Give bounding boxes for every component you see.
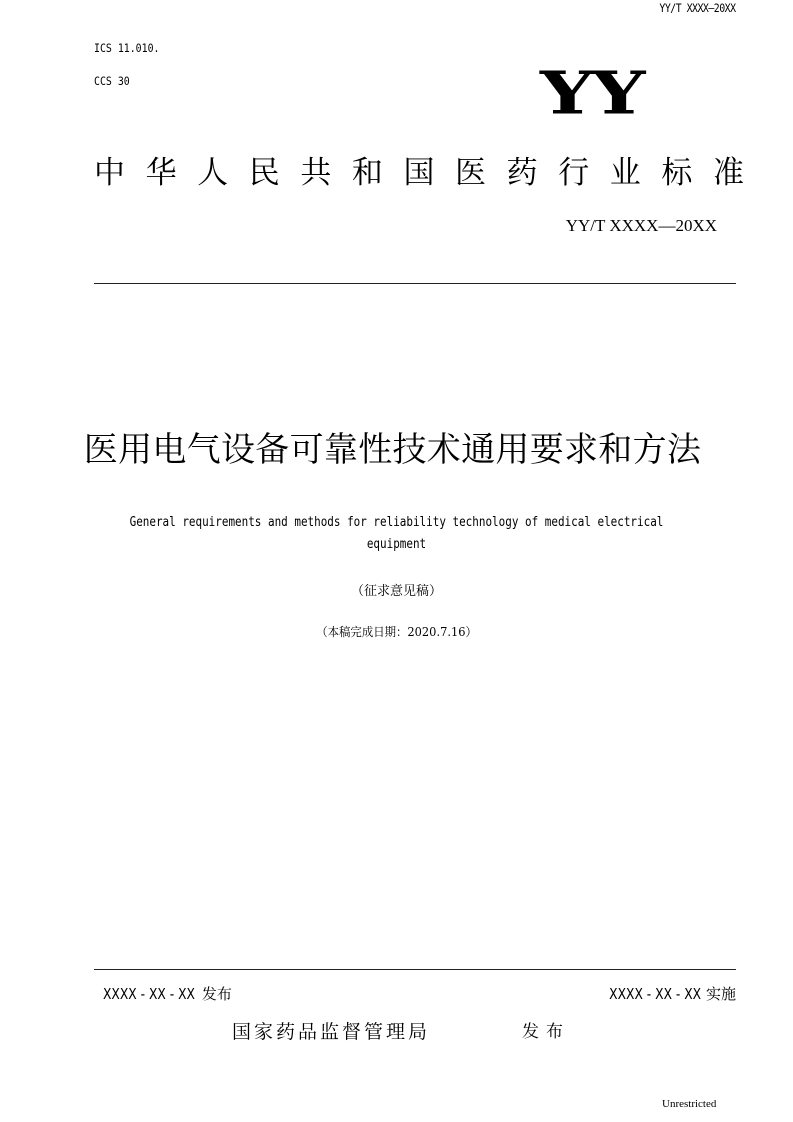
document-title-zh-text: 医用电气设备可靠性技术通用要求和方法 <box>83 430 702 470</box>
ics-code: ICS 11.010. <box>94 41 160 55</box>
ccs-code: CCS 30 <box>94 74 130 88</box>
organization-title-char: 人 <box>197 155 229 191</box>
organization-title-char: 国 <box>403 155 435 191</box>
top-divider <box>94 283 736 284</box>
security-classification: Unrestricted <box>662 1098 717 1110</box>
organization-title <box>94 153 744 193</box>
issue-date <box>103 984 232 1004</box>
implementation-date-value: XXXX - XX - XX <box>609 985 702 1003</box>
publish-verb: 发布 <box>522 1022 570 1042</box>
issue-date-value: XXXX - XX - XX <box>103 985 195 1003</box>
standard-number: YY/T XXXX—20XX <box>565 216 717 235</box>
organization-title-char: 和 <box>351 155 383 191</box>
organization-title-char: 业 <box>609 155 641 191</box>
yy-standard-logo: YY <box>540 59 644 129</box>
organization-title-char: 行 <box>558 155 590 191</box>
document-title-zh <box>0 427 793 473</box>
document-title-en-line2: equipment <box>366 536 427 552</box>
publisher-name: 国家药品监督管理局 <box>232 1021 431 1043</box>
draft-completion-date-text: （本稿完成日期：2020.7.16） <box>316 625 477 639</box>
organization-title-char: 民 <box>248 155 280 191</box>
organization-title-char: 标 <box>661 155 693 191</box>
organization-title-char: 中 <box>94 155 125 191</box>
draft-completion-date <box>0 624 793 641</box>
running-header-standard-code: YY/T XXXX—20XX <box>659 1 736 15</box>
organization-title-char: 医 <box>455 155 487 191</box>
document-title-en-line1: General requirements and methods for reliability technology of medical electrical <box>129 515 664 530</box>
draft-status: （征求意见稿） <box>350 584 442 599</box>
organization-title-char: 准 <box>712 155 744 191</box>
issue-date-label: 发布 <box>201 985 232 1003</box>
implementation-date-label: 实施 <box>705 985 736 1003</box>
bottom-divider <box>94 969 736 970</box>
organization-title-char: 华 <box>145 155 177 191</box>
implementation-date <box>607 984 736 1004</box>
organization-title-char: 共 <box>300 155 332 191</box>
organization-title-char: 药 <box>506 155 538 191</box>
document-title-en <box>64 512 729 555</box>
